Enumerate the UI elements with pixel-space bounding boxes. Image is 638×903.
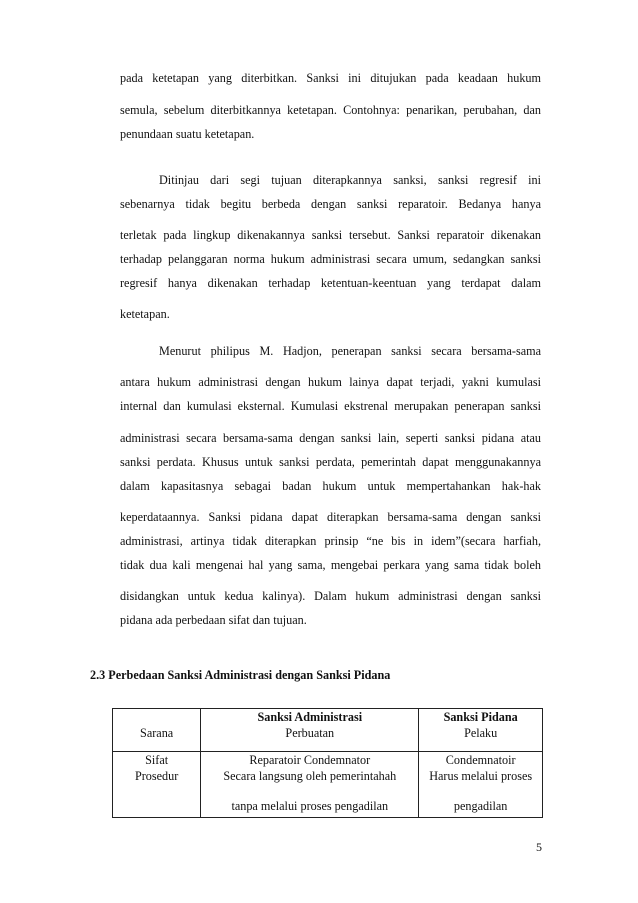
paragraph-3-line: administrasi secara bersama-sama dengan sanksi lain, seperti sanksi pidana atau	[120, 431, 541, 445]
paragraph-2-line: terhadap pelanggaran norma hukum administrasi secara umum, sedangkan sanksi	[120, 252, 541, 266]
paragraph-3-line: disidangkan untuk kedua kalinya). Dalam hukum administrasi dengan sanksi	[120, 589, 541, 603]
table-row	[113, 725, 543, 752]
paragraph-1-line: semula, sebelum diterbitkannya ketetapan. Contohnya: penarikan, perubahan, dan	[120, 103, 541, 117]
paragraph-2-line: Ditinjau dari segi tujuan diterapkannya sanksi, sanksi regresif ini	[159, 173, 541, 187]
table-cell: Perbuatan	[201, 725, 419, 752]
table-cell: Condemnatoir	[419, 752, 543, 769]
table-cell: Reparatoir Condemnator	[201, 752, 419, 769]
table-row	[113, 798, 543, 818]
paragraph-3-line: sanksi perdata. Khusus untuk sanksi perdata, pemerintah dapat menggunakannya	[120, 455, 541, 469]
paragraph-1-line: penundaan suatu ketetapan.	[120, 127, 255, 141]
table-row	[113, 768, 543, 798]
table-row	[113, 752, 543, 769]
table-cell: Prosedur	[113, 768, 201, 798]
table-header-cell: Sanksi Pidana	[419, 709, 543, 726]
paragraph-1-line: pada ketetapan yang diterbitkan. Sanksi ini ditujukan pada keadaan hukum	[120, 71, 541, 85]
table-header-row	[113, 709, 543, 726]
table-cell: tanpa melalui proses pengadilan	[201, 798, 419, 818]
paragraph-3-line: tidak dua kali mengenai hal yang sama, mengebai perkara yang sama tidak boleh	[120, 558, 541, 572]
comparison-table	[112, 708, 543, 818]
paragraph-2-line: terletak pada lingkup dikenakannya sanksi tersebut. Sanksi reparatoir dikenakan	[120, 228, 541, 242]
paragraph-2-line: ketetapan.	[120, 307, 170, 321]
paragraph-3-line: administrasi, artinya tidak diterapkan prinsip “ne bis in idem”(secara harfiah,	[120, 534, 541, 548]
paragraph-3-line: pidana ada perbedaan sifat dan tujuan.	[120, 613, 307, 627]
table-header-cell: Sanksi Administrasi	[201, 709, 419, 726]
paragraph-3-line: antara hukum administrasi dengan hukum lainya dapat terjadi, yakni kumulasi	[120, 375, 541, 389]
table-cell: Pelaku	[419, 725, 543, 752]
paragraph-3-line: keperdataannya. Sanksi pidana dapat diterapkan bersama-sama dengan sanksi	[120, 510, 541, 524]
table-cell	[113, 798, 201, 818]
paragraph-3-line: Menurut philipus M. Hadjon, penerapan sanksi secara bersama-sama	[159, 344, 541, 358]
table-cell: Sarana	[113, 725, 201, 752]
table-header-cell	[113, 709, 201, 726]
section-heading: 2.3 Perbedaan Sanksi Administrasi dengan Sanksi Pidana	[90, 668, 391, 682]
page-number: 5	[536, 840, 542, 854]
paragraph-2-line: sebenarnya tidak begitu berbeda dengan sanksi reparatoir. Bedanya hanya	[120, 197, 541, 211]
table-cell: Harus melalui proses	[419, 768, 543, 798]
table-cell: Secara langsung oleh pemerintahah	[201, 768, 419, 798]
table-cell: Sifat	[113, 752, 201, 769]
paragraph-3-line: internal dan kumulasi eksternal. Kumulasi ekstrenal merupakan penerapan sanksi	[120, 399, 541, 413]
paragraph-3-line: dalam kapasitasnya sebagai badan hukum untuk mempertahankan hak-hak	[120, 479, 541, 493]
paragraph-2-line: regresif hanya dikenakan terhadap ketentuan-keentuan yang terdapat dalam	[120, 276, 541, 290]
table-cell: pengadilan	[419, 798, 543, 818]
